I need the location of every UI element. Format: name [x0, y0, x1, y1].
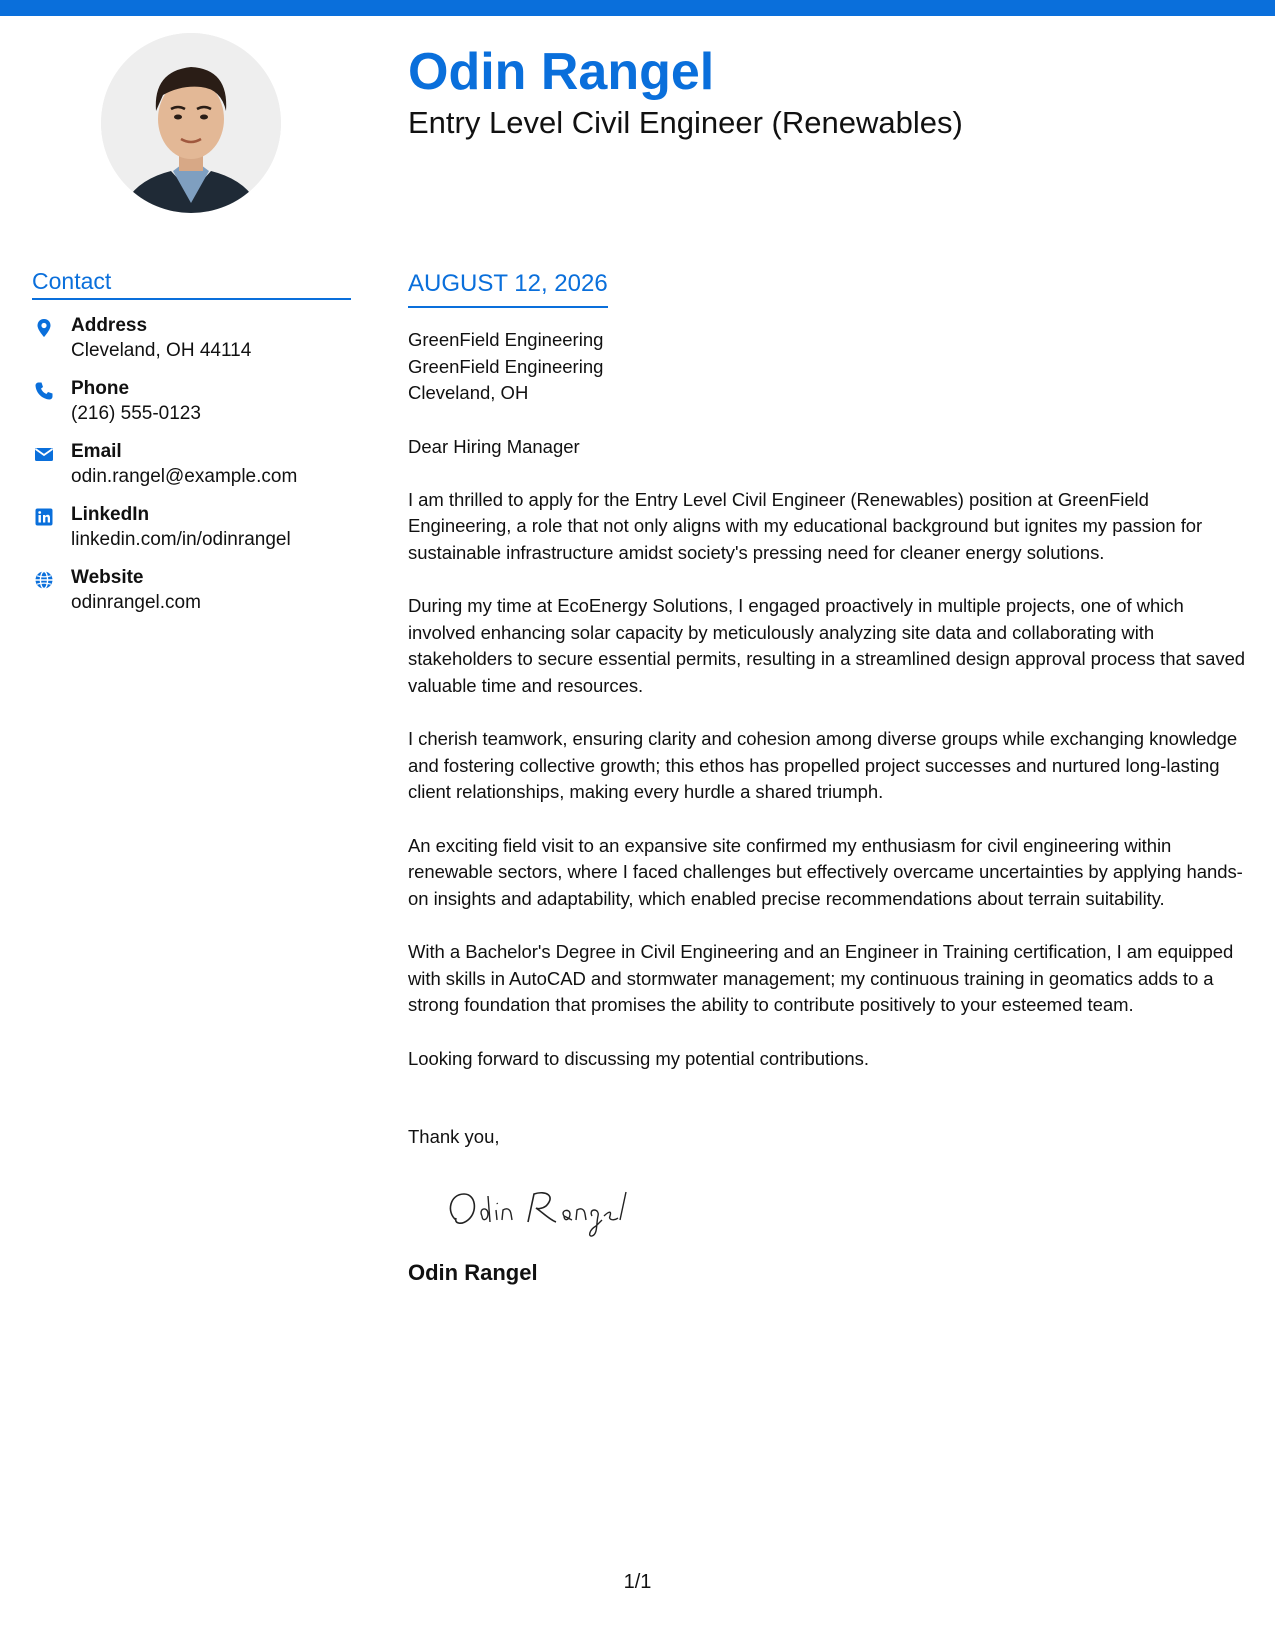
letter-paragraph: An exciting field visit to an expansive site confirmed my enthusiasm for civil engineering within renewable sectors, where I faced challenges but effectively overcame uncertainties by applying hands-on insights and adaptability, which enabled precise recommendations about terrain suitability. [408, 834, 1243, 909]
letter-paragraph: With a Bachelor's Degree in Civil Engineering and an Engineer in Training certification, I am equipped with skills in AutoCAD and stormwater management; my continuous training in geomatics adds to a strong foundation that promises the ability to contribute positively to your esteemed team. [408, 941, 1234, 1015]
closing: Thank you, [408, 1126, 500, 1147]
top-accent-bar [0, 0, 1275, 16]
applicant-name: Odin Rangel [408, 43, 715, 101]
recipient-line: GreenField Engineering [408, 355, 604, 377]
contact-list [32, 314, 351, 629]
contact-label: LinkedIn [71, 504, 150, 525]
handwritten-signature [442, 1182, 1253, 1242]
contact-label: Email [71, 441, 122, 462]
contact-item-email [32, 440, 351, 503]
phone-icon [34, 381, 54, 401]
linkedin-icon [34, 507, 54, 527]
job-title: Entry Level Civil Engineer (Renewables) [408, 105, 963, 140]
contact-item-address [32, 314, 351, 377]
contact-item-linkedin [32, 503, 351, 566]
letter-paragraph: Looking forward to discussing my potential contributions. [408, 1047, 869, 1069]
phone-value[interactable]: (216) 555-0123 [71, 403, 201, 424]
envelope-icon [34, 444, 54, 464]
letter-paragraph: During my time at EcoEnergy Solutions, I engaged proactively in multiple projects, one of which involved enhancing solar capacity by meticulously analyzing site data and collaborating with stakeholders to secure essential permits, resulting in a streamlined design approval process that saved valuable time and resources. [408, 595, 1246, 696]
letter-paragraph: I cherish teamwork, ensuring clarity and cohesion among diverse groups while exchanging knowledge and fostering collective growth; this ethos has propelled project successes and nurtured long-lasting client relationships, making every hurdle a shared triumph. [408, 728, 1238, 802]
website-value[interactable]: odinrangel.com [71, 592, 201, 613]
letter-paragraph: I am thrilled to apply for the Entry Level Civil Engineer (Renewables) position at GreenField Engineering, a role that not only aligns with my educational background but ignites my passion for sustainable infrastructure amidst society's pressing need for cleaner energy solutions. [408, 488, 1203, 563]
globe-icon [34, 570, 54, 590]
letter-body [408, 268, 1253, 1288]
letter-date: AUGUST 12, 2026 [408, 268, 608, 308]
signer-name: Odin Rangel [408, 1260, 538, 1285]
recipient-block [408, 327, 1253, 407]
contact-heading: Contact [32, 266, 351, 300]
contact-label: Address [71, 315, 148, 336]
page-number: 1/1 [623, 1571, 652, 1593]
salutation: Dear Hiring Manager [408, 435, 580, 457]
contact-sidebar [32, 266, 351, 629]
recipient-line: Cleveland, OH [408, 382, 529, 403]
linkedin-value[interactable]: linkedin.com/in/odinrangel [71, 529, 291, 550]
address-value: Cleveland, OH 44114 [71, 340, 252, 361]
contact-item-website [32, 566, 351, 629]
map-pin-icon [34, 318, 54, 338]
contact-label: Website [71, 567, 144, 588]
recipient-line: GreenField Engineering [408, 329, 604, 350]
email-value[interactable]: odin.rangel@example.com [71, 466, 298, 487]
profile-photo [101, 33, 281, 213]
contact-item-phone [32, 377, 351, 440]
contact-label: Phone [71, 378, 130, 399]
